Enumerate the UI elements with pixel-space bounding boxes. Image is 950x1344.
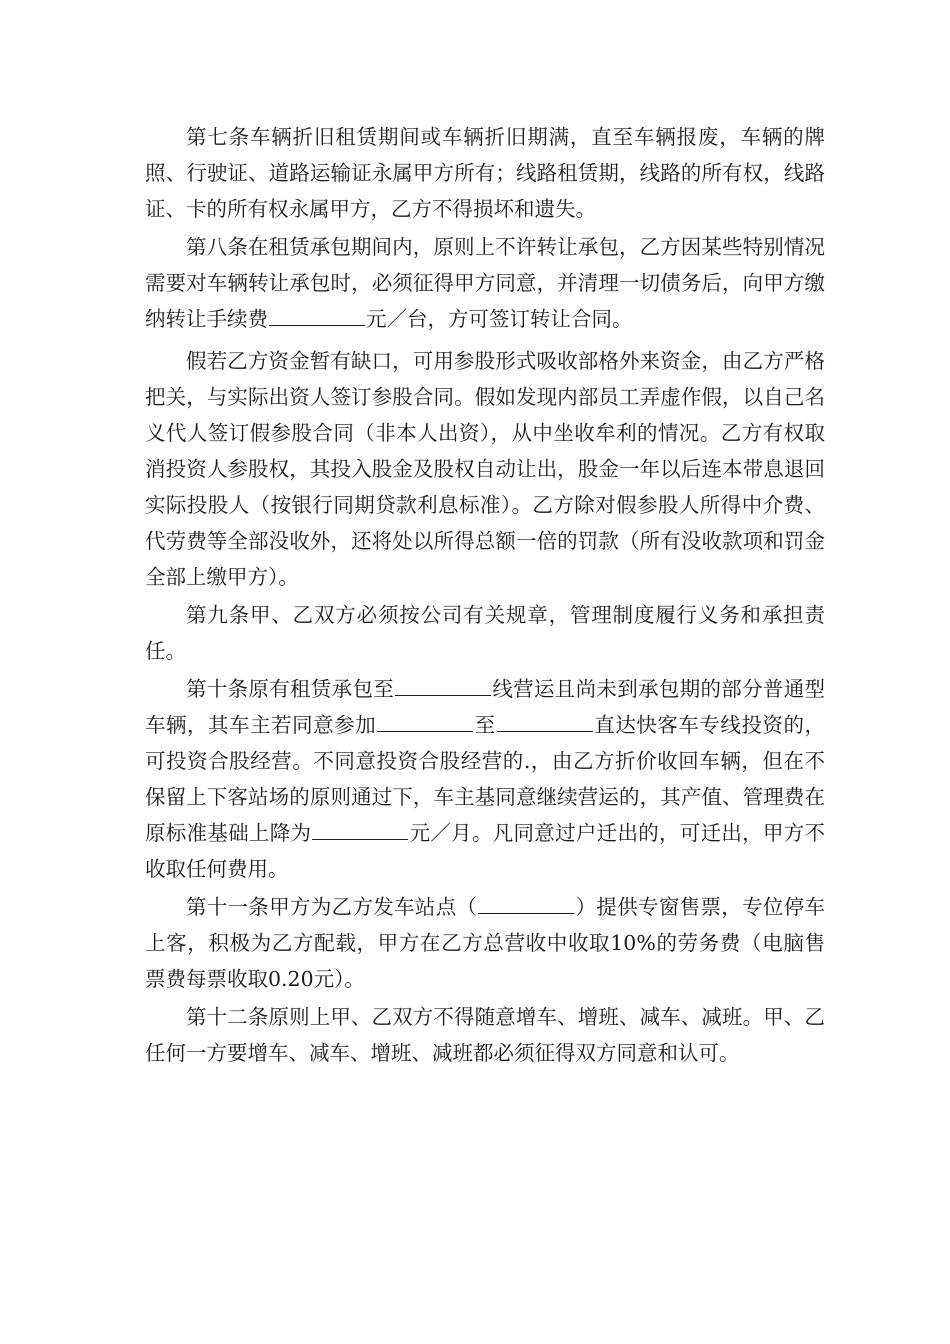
article-12-paragraph bbox=[145, 999, 825, 1071]
text-segment: ）提供专窗售票，专位停车上客，积极为乙方配载，甲方在乙方总营收中收取10%的劳务费（电脑售票费每票收取0.20元）。 bbox=[145, 895, 826, 991]
fill-in-blank bbox=[478, 893, 574, 914]
article-8-supplement-paragraph bbox=[145, 343, 825, 595]
text-segment: 元／台，方可签订转让合同。 bbox=[366, 307, 633, 331]
text-segment: 第十二条原则上甲、乙双方不得随意增车、增班、减车、减班。甲、乙任何一方要增车、减车、增班、减班都必须征得双方同意和认可。 bbox=[145, 1005, 825, 1065]
article-7-paragraph bbox=[145, 119, 825, 227]
article-8-paragraph bbox=[145, 229, 825, 337]
text-segment: 第十条原有租赁承包至 bbox=[186, 677, 395, 701]
fill-in-blank bbox=[269, 305, 365, 326]
fill-in-blank bbox=[497, 711, 593, 732]
fill-in-blank bbox=[312, 819, 408, 840]
text-segment: 元／月。凡同意过户迁出的，可迁出，甲方不收取任何费用。 bbox=[145, 821, 826, 881]
text-segment: 第七条车辆折旧租赁期间或车辆折旧期满，直至车辆报废，车辆的牌照、行驶证、道路运输证永属甲方所有；线路租赁期，线路的所有权，线路证、卡的所有权永属甲方，乙方不得损坏和遗失。 bbox=[145, 125, 825, 221]
document-body bbox=[145, 119, 825, 1073]
text-segment: 线营运且尚未到承包期的部分普通型车辆，其车主若同意参加 bbox=[145, 677, 826, 737]
text-segment: 假若乙方资金暂有缺口，可用参股形式吸收部格外来资金，由乙方严格把关，与实际出资人签订参股合同。假如发现内部员工弄虚作假，以自己名义代人签订假参股合同（非本人出资），从中坐收牟利的情况。乙方有权取消投资人参股权，其投入股金及股权自动让出，股金一年以后连本带息退回实际投股人（按银行同期贷款利息标准）。乙方除对假参股人所得中介费、代劳费等全部没收外，还将处以所得总额一倍的罚款（所有没收款项和罚金全部上缴甲方）。 bbox=[145, 349, 825, 589]
text-segment: 第九条甲、乙双方必须按公司有关规章，管理制度履行义务和承担责任。 bbox=[145, 603, 825, 663]
article-10-paragraph bbox=[145, 671, 825, 887]
article-9-paragraph bbox=[145, 597, 825, 669]
fill-in-blank bbox=[377, 711, 473, 732]
fill-in-blank bbox=[395, 675, 491, 696]
text-segment: 直达快客车专线投资的，可投资合股经营。不同意投资合股经营的.，由乙方折价收回车辆，但在不保留上下客站场的原则通过下，车主基同意继续营运的，其产值、管理费在原标准基础上降为 bbox=[145, 713, 826, 845]
text-segment: 第八条在租赁承包期间内，原则上不许转让承包，乙方因某些特别情况需要对车辆转让承包时，必须征得甲方同意，并清理一切债务后，向甲方缴纳转让手续费 bbox=[145, 235, 825, 331]
text-segment: 至 bbox=[474, 713, 496, 737]
article-11-paragraph bbox=[145, 889, 825, 997]
text-segment: 第十一条甲方为乙方发车站点（ bbox=[186, 895, 478, 919]
